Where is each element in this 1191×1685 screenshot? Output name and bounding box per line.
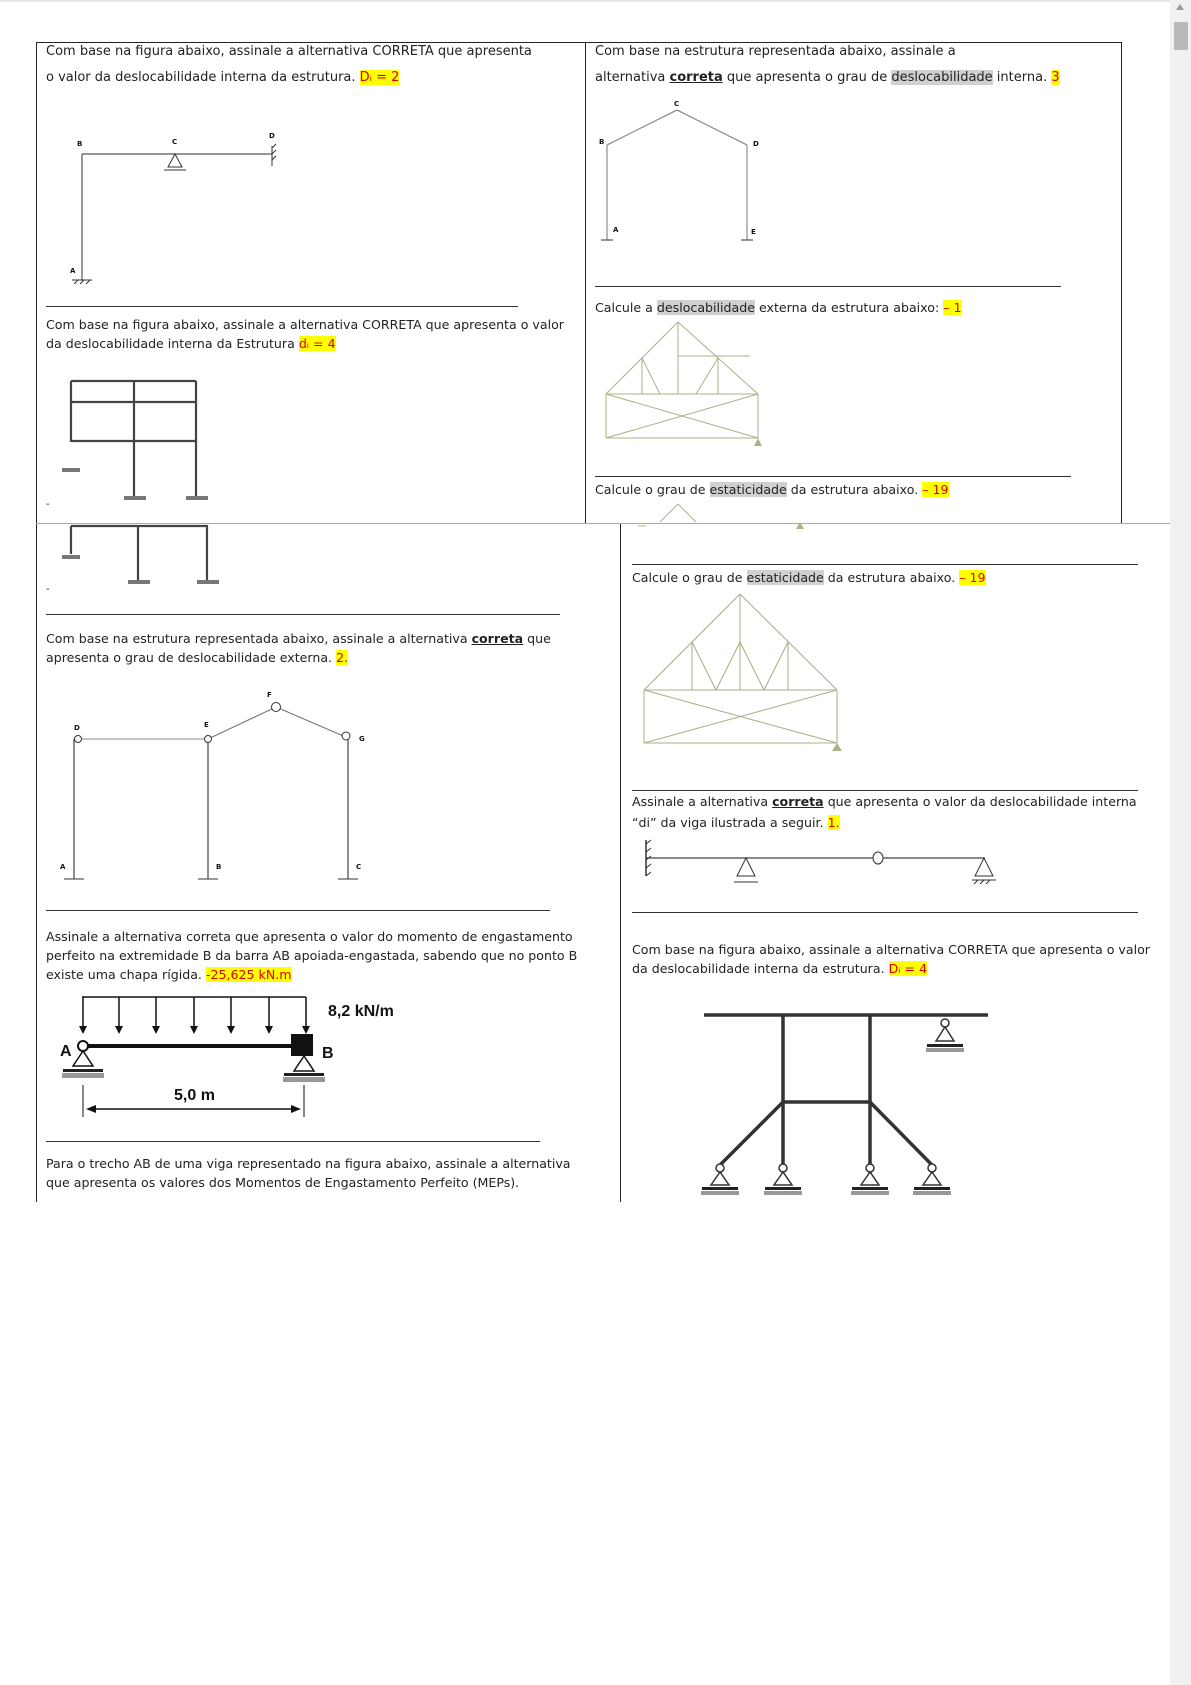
scroll-up-arrow-icon[interactable]	[1176, 4, 1184, 10]
page2-left-border	[36, 524, 37, 1202]
q5-text-page1: Calcule o grau de estaticidade da estrutura abaixo. – 19	[595, 482, 949, 497]
q9-text-line2: da deslocabilidade interna da estrutura. Dᵢ = 4	[632, 961, 928, 976]
q8-load-label: 8,2 kN/m	[328, 1003, 394, 1020]
q1-label-b: B	[77, 140, 83, 148]
q6-label-b: B	[216, 863, 222, 871]
q2-separator	[595, 286, 1061, 287]
page2-column-divider	[620, 524, 621, 1202]
q1-label-d: D	[269, 132, 275, 140]
q7-text-line1: Assinale a alternativa correta que apresenta o valor da deslocabilidade interna	[632, 794, 1137, 809]
q4-text: Calcule a deslocabilidade externa da estrutura abaixo: – 1	[595, 300, 962, 315]
q9-answer: Dᵢ = 4	[888, 961, 928, 976]
q9-text-line1: Com base na figura abaixo, assinale a alternativa CORRETA que apresenta o valor	[632, 942, 1150, 957]
page2-right-sep-1	[632, 564, 1138, 565]
q6-frame-diagram	[56, 685, 376, 885]
q10-text-line2: que apresenta os valores dos Momentos de Engastamento Perfeito (MEPs).	[46, 1175, 520, 1190]
q4-answer: – 1	[943, 300, 962, 315]
q5-truss-diagram	[640, 590, 850, 755]
q8-length-label: 5,0 m	[174, 1087, 215, 1104]
viewer-scrollbar[interactable]	[1170, 0, 1191, 1685]
q2-text-line2: alternativa correta que apresenta o grau de deslocabilidade interna. 3	[595, 70, 1060, 85]
page2-sep-1	[46, 614, 560, 615]
q1-label-c: C	[172, 138, 178, 146]
q4-truss-diagram	[600, 320, 770, 450]
q7-text-line2: “di” da viga ilustrada a seguir. 1.	[632, 815, 840, 830]
q5-answer: – 19	[959, 570, 986, 585]
q3-answer: dᵢ = 4	[298, 336, 336, 351]
q3-text-line1: Com base na figura abaixo, assinale a alternativa CORRETA que apresenta o valor	[46, 317, 564, 332]
q7-beam-diagram	[640, 838, 1000, 890]
q7-answer: 1.	[827, 815, 840, 830]
q8-text-line1: Assinale a alternativa correta que apresenta o valor do momento de engastamento	[46, 929, 573, 944]
q1-label-a: A	[70, 267, 76, 275]
q2-label-c: C	[674, 100, 680, 108]
q8-answer: -25,625 kN.m	[205, 967, 292, 982]
q5-text: Calcule o grau de estaticidade da estrutura abaixo. – 19	[632, 570, 986, 585]
q6-label-g: G	[359, 735, 365, 743]
q2-text-line1: Com base na estrutura representada abaixo, assinale a	[595, 44, 956, 59]
q8-label-b: B	[322, 1045, 334, 1062]
column-divider	[585, 43, 586, 523]
page2-dot: -	[46, 584, 50, 595]
q8-beam-diagram	[56, 993, 416, 1123]
q6-label-a: A	[60, 863, 66, 871]
q6-label-e: E	[204, 721, 209, 729]
page2-right-sep-2	[632, 790, 1138, 791]
scrollbar-thumb[interactable]	[1174, 22, 1188, 50]
q6-answer: 2.	[336, 650, 349, 665]
q6-label-f: F	[267, 691, 272, 699]
q8-label-a: A	[60, 1043, 72, 1060]
q5-truss-footprint	[638, 520, 818, 532]
q1-separator	[46, 306, 518, 307]
q1-frame-diagram	[60, 130, 300, 290]
q1-text-line2: o valor da deslocabilidade interna da estrutura. Dᵢ = 2	[46, 70, 400, 85]
q8-text-line3: existe uma chapa rígida. -25,625 kN.m	[46, 967, 292, 982]
page2-sep-2	[46, 910, 550, 911]
q1-answer: Dᵢ = 2	[359, 70, 400, 85]
q6-text-line2: apresenta o grau de deslocabilidade externa. 2.	[46, 650, 349, 665]
q10-text-line1: Para o trecho AB de uma viga representado na figura abaixo, assinale a alternativa	[46, 1156, 571, 1171]
q4-separator	[595, 476, 1071, 477]
q8-text-line2: perfeito na extremidade B da barra AB apoiada-engastada, sabendo que no ponto B	[46, 948, 578, 963]
q2-label-b: B	[599, 138, 605, 146]
q3-frame-continuation	[60, 520, 220, 590]
q2-label-a: A	[613, 226, 619, 234]
q2-label-d: D	[753, 140, 759, 148]
q2-label-e: E	[751, 228, 756, 236]
q5-truss-peek	[630, 500, 730, 522]
page2-right-sep-3	[632, 912, 1138, 913]
q6-label-c: C	[356, 863, 362, 871]
q6-text-line1: Com base na estrutura representada abaixo, assinale a alternativa correta que	[46, 631, 551, 646]
q2-frame-diagram	[595, 100, 775, 250]
page1-dot: -	[46, 499, 50, 510]
q3-frame-diagram	[60, 375, 220, 500]
q9-frame-diagram	[700, 1010, 1000, 1205]
q1-text-line1: Com base na figura abaixo, assinale a alternativa CORRETA que apresenta	[46, 44, 532, 59]
q6-label-d: D	[74, 724, 80, 732]
q2-answer: 3	[1051, 70, 1060, 85]
q3-text-line2: da deslocabilidade interna da Estrutura dᵢ = 4	[46, 336, 336, 351]
q5-answer-page1: – 19	[922, 482, 949, 497]
page2-sep-3	[46, 1141, 540, 1142]
viewer-top-border	[0, 0, 1191, 2]
